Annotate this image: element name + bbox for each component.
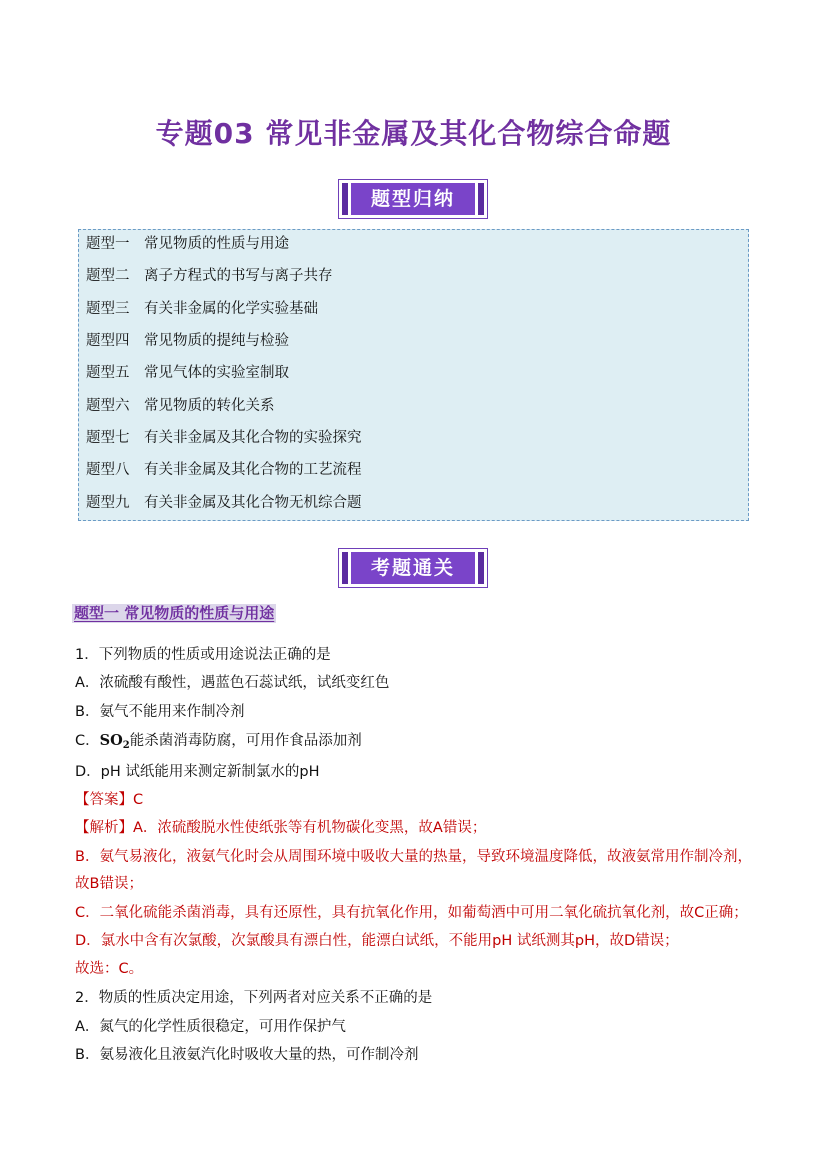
banner-type-summary xyxy=(338,179,488,219)
banner-right-bar xyxy=(478,552,484,584)
explanation-line: D．氯水中含有次氯酸，次氯酸具有漂白性，能漂白试纸，不能用pH 试纸测其pH，故D错误； xyxy=(75,933,679,949)
explanation-line: 故B错误； xyxy=(75,876,143,892)
page-title: 专题03 常见非金属及其化合物综合命题 xyxy=(155,117,672,150)
so2-formula: $SO_2$ xyxy=(99,732,130,751)
question-1-option-a: A．浓硫酸有酸性，遇蓝色石蕊试纸，试纸变红色 xyxy=(75,675,390,691)
question-2-stem: 2．物质的性质决定用途，下列两者对应关系不正确的是 xyxy=(75,990,433,1006)
section-heading: 题型一 常见物质的性质与用途 xyxy=(74,604,275,622)
question-1-option-c: C．$SO_2$能杀菌消毒防腐，可用作食品添加剂 xyxy=(75,732,362,751)
type-list-box xyxy=(78,229,749,521)
question-1-stem: 1．下列物质的性质或用途说法正确的是 xyxy=(75,647,331,663)
explanation-line: 【解析】A．浓硫酸脱水性使纸张等有机物碳化变黑，故A错误； xyxy=(75,820,487,836)
banner-right-bar xyxy=(478,183,484,215)
type-item: 题型八 有关非金属及其化合物的工艺流程 xyxy=(86,462,362,478)
question-2-option-b: B．氨易液化且液氨汽化时吸收大量的热，可作制冷剂 xyxy=(75,1047,419,1063)
question-1-option-b: B．氨气不能用来作制冷剂 xyxy=(75,704,245,720)
type-item: 题型三 有关非金属的化学实验基础 xyxy=(86,301,318,317)
banner-exam-pass xyxy=(338,548,488,588)
choose-line: 故选：C。 xyxy=(75,961,144,977)
type-item: 题型九 有关非金属及其化合物无机综合题 xyxy=(86,495,362,511)
explanation-line: B．氨气易液化，液氨气化时会从周围环境中吸收大量的热量，导致环境温度降低，故液氨常用作制冷剂， xyxy=(75,849,752,865)
type-item: 题型四 常见物质的提纯与检验 xyxy=(86,333,289,349)
question-1-option-d: D．pH 试纸能用来测定新制氯水的pH xyxy=(75,764,320,780)
banner-left-bar xyxy=(342,183,348,215)
banner-label: 题型归纳 xyxy=(351,183,475,215)
type-item: 题型六 常见物质的转化关系 xyxy=(86,398,275,414)
type-item: 题型七 有关非金属及其化合物的实验探究 xyxy=(86,430,362,446)
question-2-option-a: A．氮气的化学性质很稳定，可用作保护气 xyxy=(75,1019,346,1035)
answer: 【答案】C xyxy=(75,792,144,808)
explanation-line: C．二氧化硫能杀菌消毒，具有还原性，具有抗氧化作用，如葡萄酒中可用二氧化硫抗氧化剂，故C正确； xyxy=(75,905,748,921)
type-item: 题型二 离子方程式的书写与离子共存 xyxy=(86,268,333,284)
type-item: 题型一 常见物质的性质与用途 xyxy=(86,236,289,252)
banner-left-bar xyxy=(342,552,348,584)
banner-label: 考题通关 xyxy=(351,552,475,584)
type-item: 题型五 常见气体的实验室制取 xyxy=(86,365,289,381)
